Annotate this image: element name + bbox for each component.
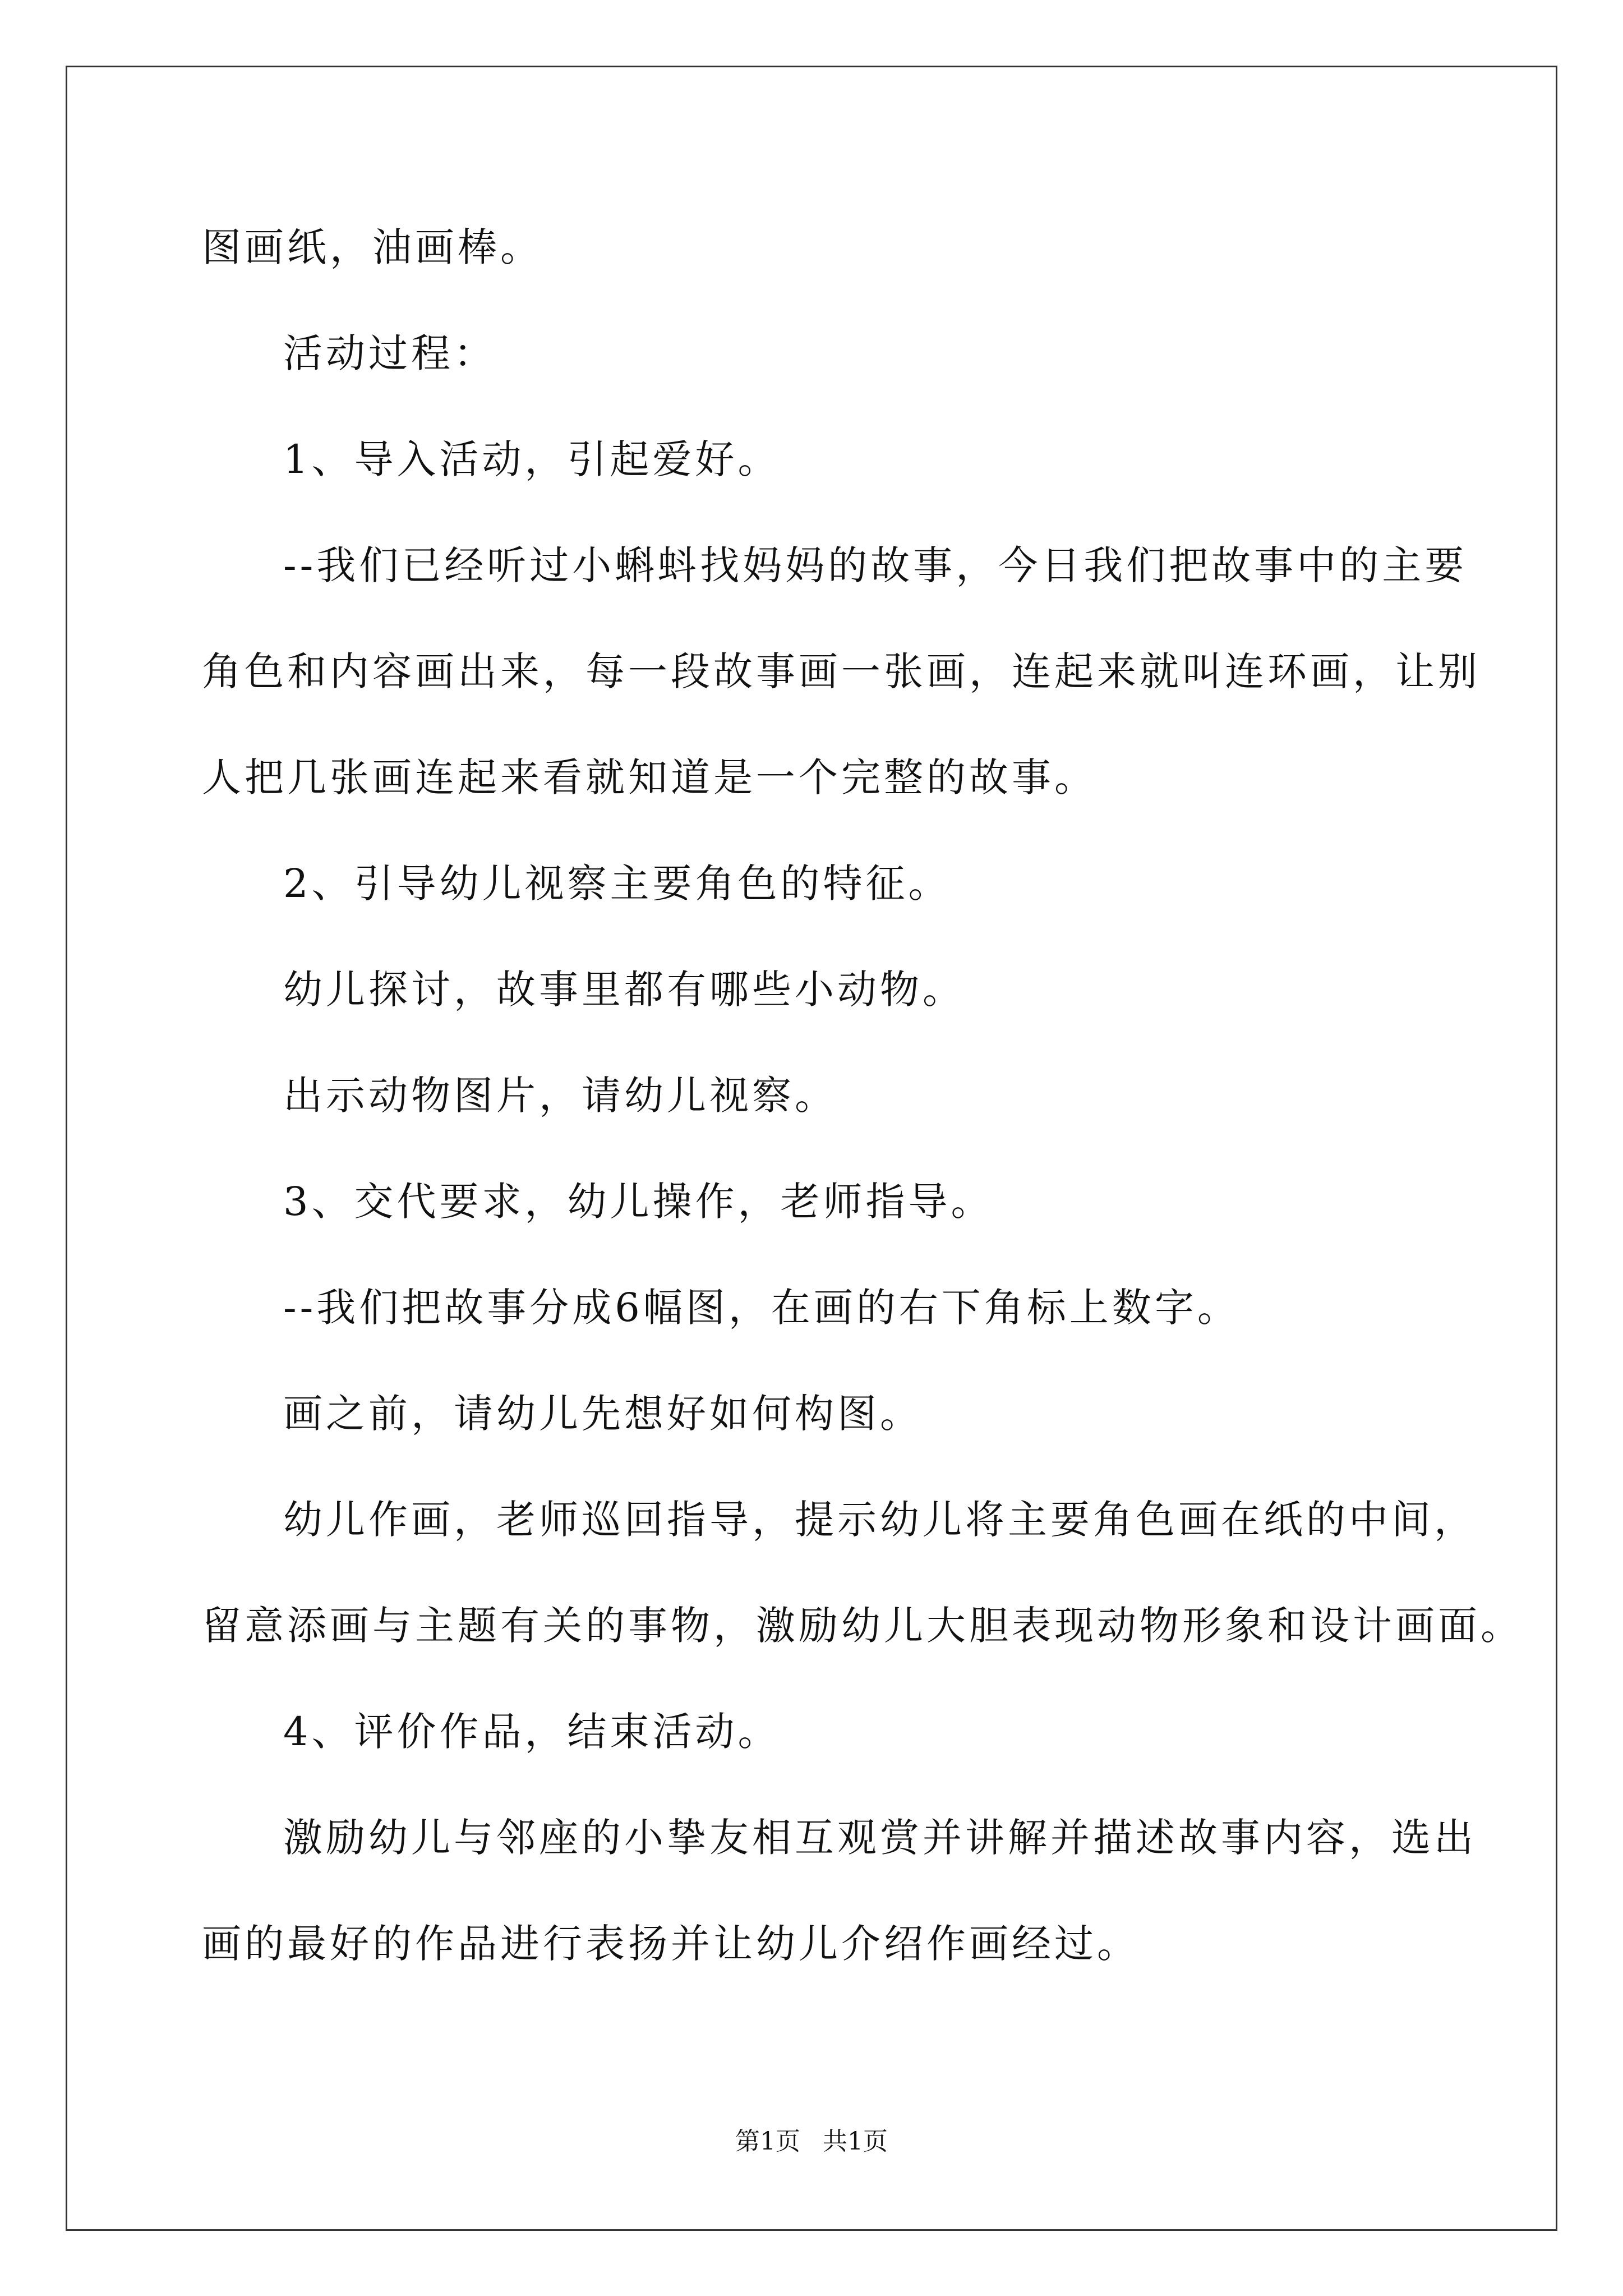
text-line: 激励幼儿与邻座的小挚友相互观赏并讲解并描述故事内容，选出 [283, 1815, 1477, 1861]
text-line: 2、引导幼儿视察主要角色的特征。 [283, 861, 951, 907]
page-total: 共1页 [823, 2127, 888, 2156]
text-line: 幼儿探讨，故事里都有哪些小动物。 [283, 967, 965, 1013]
text-line: --我们已经听过小蝌蚪找妈妈的故事，今日我们把故事中的主要 [283, 542, 1468, 588]
text-line: 幼儿作画，老师巡回指导，提示幼儿将主要角色画在纸的中间， [283, 1497, 1477, 1543]
text-line: 4、评价作品，结束活动。 [283, 1709, 781, 1755]
text-line: 画之前，请幼儿先想好如何构图。 [283, 1391, 923, 1437]
page-footer [0, 2126, 1623, 2157]
text-line: --我们把故事分成6幅图，在画的右下角标上数字。 [283, 1285, 1240, 1331]
text-line: 人把几张画连起来看就知道是一个完整的故事。 [202, 754, 1097, 800]
text-line: 3、交代要求，幼儿操作，老师指导。 [283, 1179, 994, 1225]
text-line: 留意添画与主题有关的事物，激励幼儿大胆表现动物形象和设计画面。 [202, 1603, 1523, 1649]
text-line: 出示动物图片，请幼儿视察。 [283, 1073, 837, 1119]
text-line: 1、导入活动，引起爱好。 [283, 436, 781, 482]
page-border [66, 66, 1557, 2231]
text-line: 画的最好的作品进行表扬并让幼儿介绍作画经过。 [202, 1921, 1140, 1967]
text-line: 活动过程： [283, 330, 496, 376]
text-line: 角色和内容画出来，每一段故事画一张画，连起来就叫连环画，让别 [202, 648, 1481, 694]
page-number: 第1页 [735, 2127, 800, 2156]
text-line: 图画纸，油画棒。 [202, 224, 543, 270]
